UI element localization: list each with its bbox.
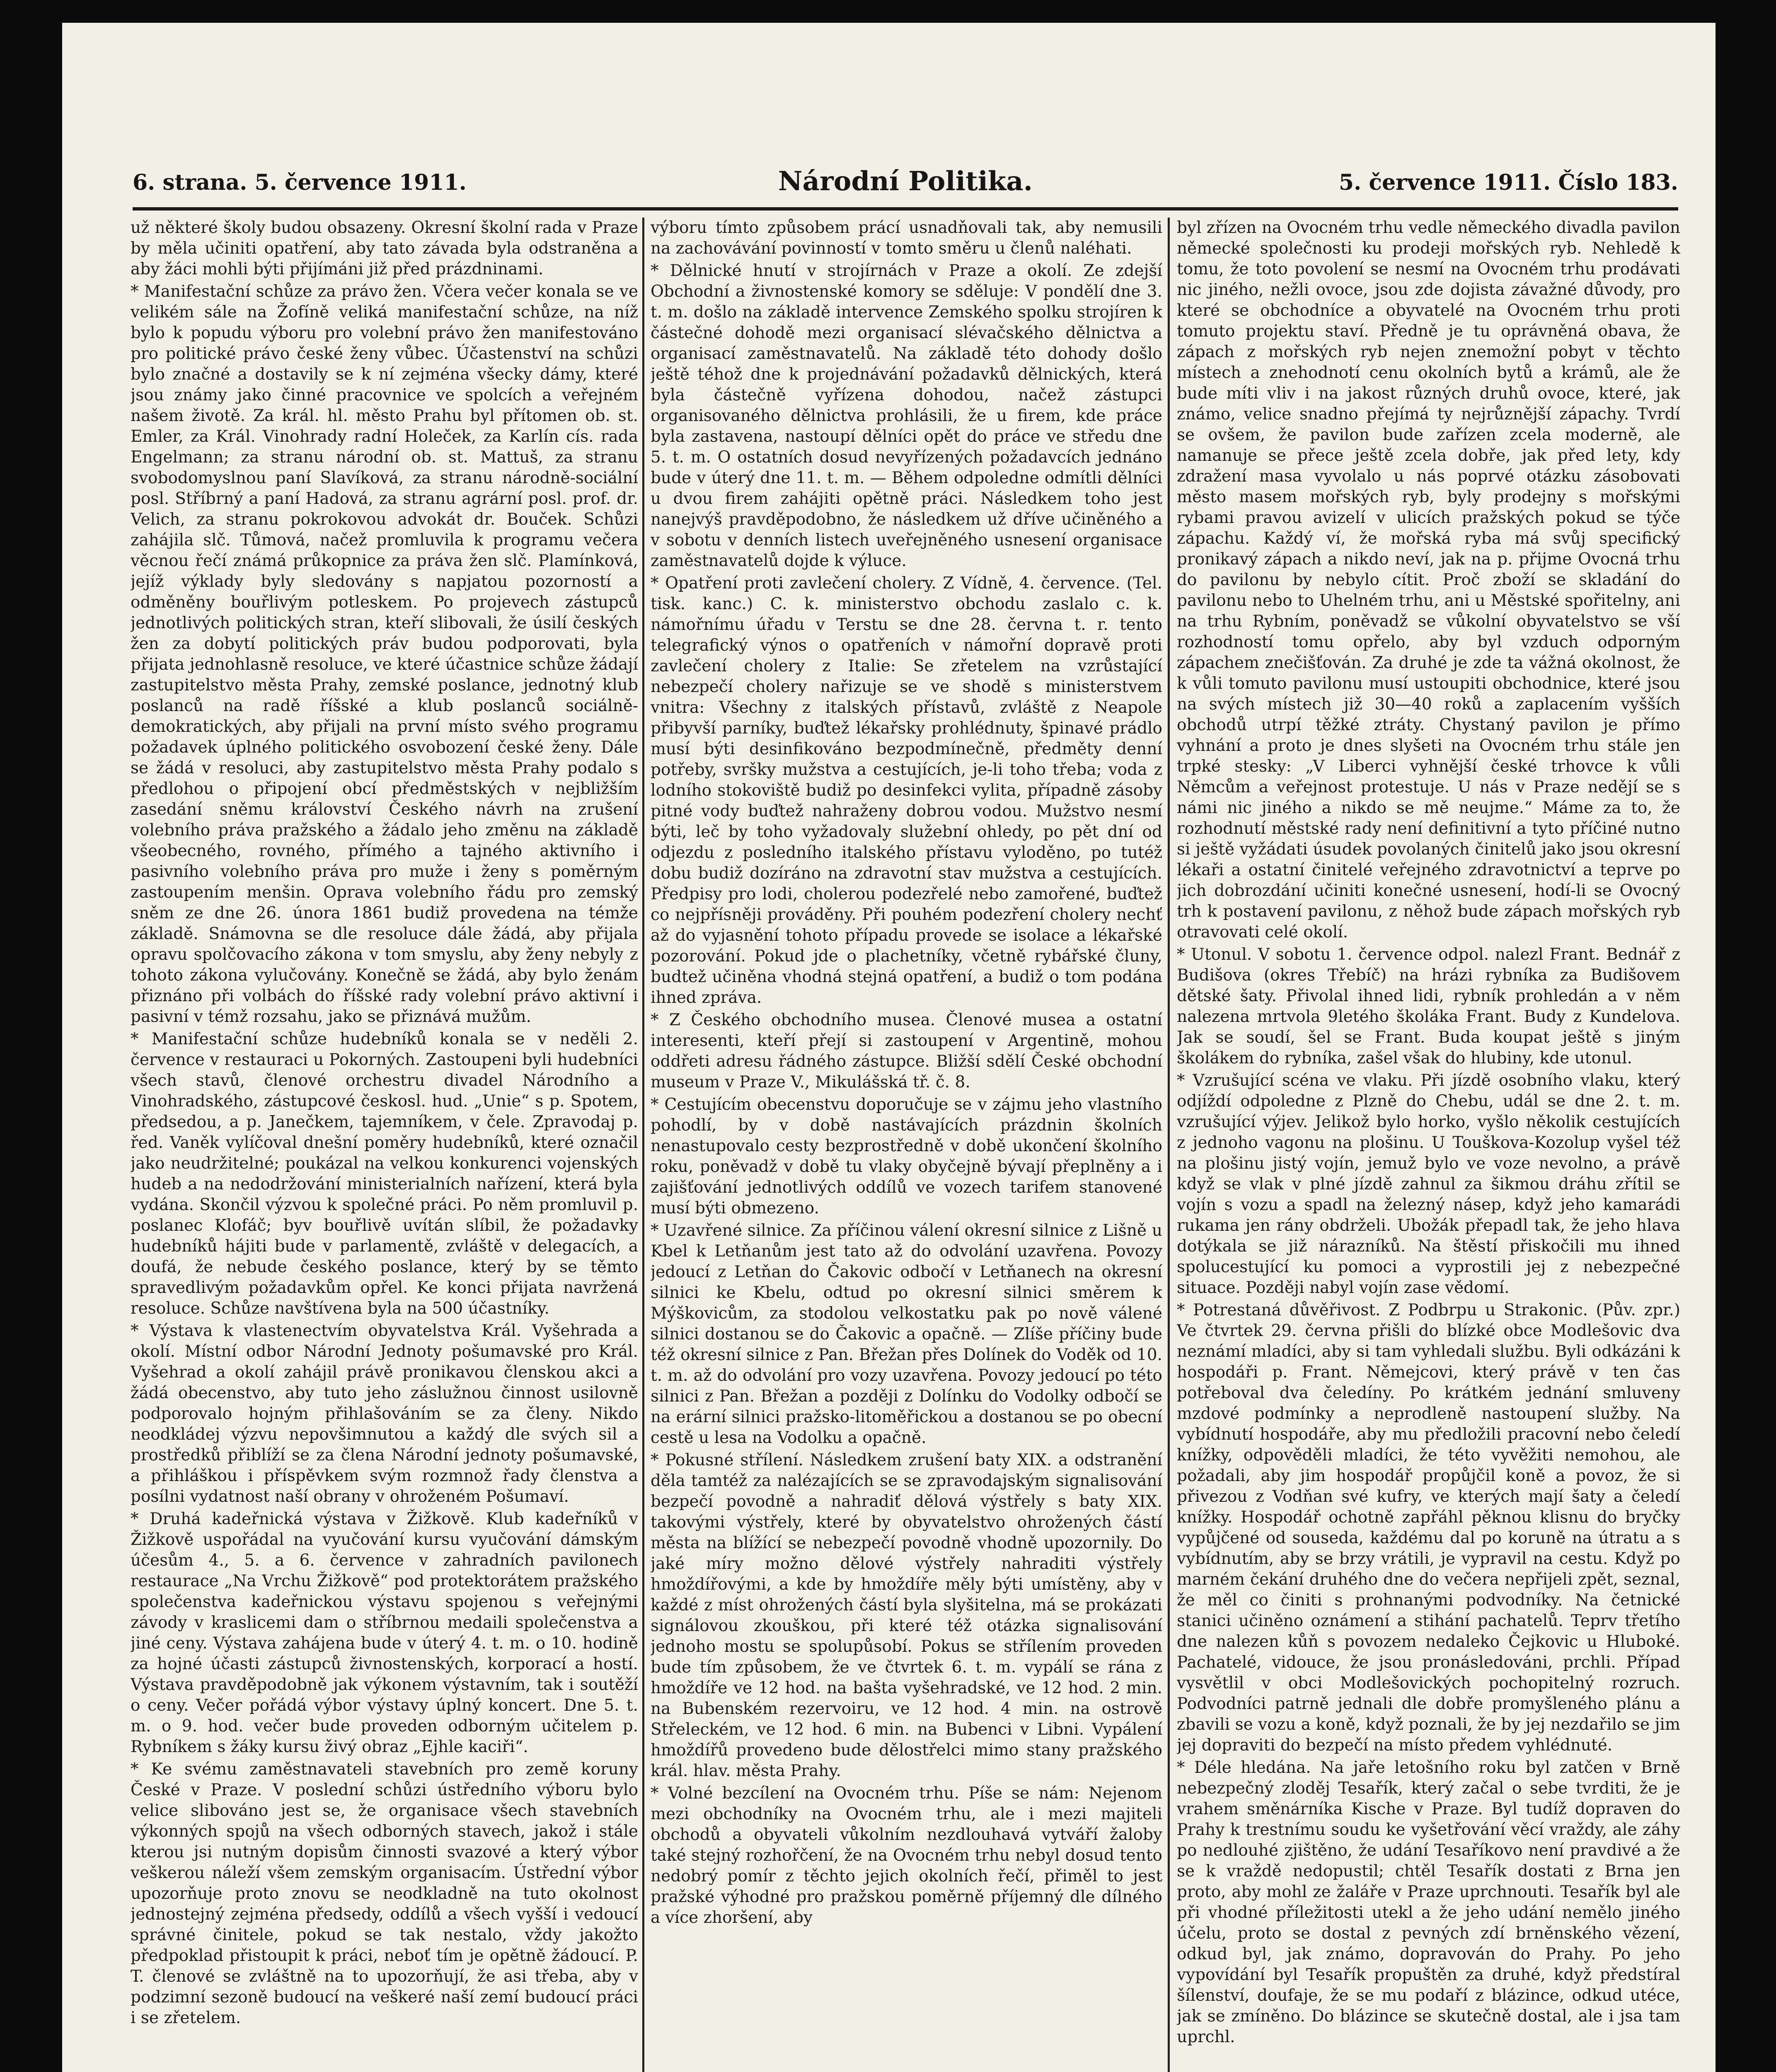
article-paragraph: * Druhá kadeřnická výstava v Žižkově. Klub kadeřníků v Žižkově uspořádal na vyučování kursu vyučování dámským účesům 4., 5. a 6. července v zahradních pavilonech restaurace „Na Vrchu Žižkově“ pod protektorátem pražského společenstva kadeřnickou výstavu spojenou s veřejnými závody v kraslicemi dam o stříbrnou medaili společenstva a jiné ceny. Výstava zahájena bude v úterý 4. t. m. o 10. hodině za hojné účasti zástupců živnostenských, korporací a hostí. Výstava pravděpodobně jak výkonem výstavním, tak i soutěží o ceny. Večer pořádá výbor výstavy úplný koncert. Dne 5. t. m. o 9. hod. večer bude proveden odborným učitelem p. Rybníkem s žáky kursu živý obraz „Ejhle kaciři“.: [131, 1510, 638, 1756]
article-paragraph: * Pokusné střílení. Následkem zrušení baty XIX. a odstranění děla tamtéž za nalézajících se se zpravodajským signalisování bezpečí povodně a nahradiť dělová výstřely s baty XIX. takovými výstřely, které by obyvatelstvo ohrožených částí města na blížící se nebezpečí povodně vhodně upozornily. Do jaké míry možno dělové výstřely nahraditi výstřely hmoždířovými, a kde by hmoždíře měly býti umístěny, aby v každé z míst ohrožených částí byla slyšitelna, má se prokázati signálovou zkouškou, při které též otázka signalisování jednoho mostu se spolupůsobí. Pokus se střílením proveden bude tím způsobem, že ve čtvrtek 6. t. m. vypálí se rána z hmoždíře ve 12 hod. na bašta vyšehradské, ve 12 hod. 2 min. na Bubenském rezervoiru, ve 12 hod. 4 min. na ostrově Střeleckém, ve 12 hod. 6 min. na Bubenci v Libni. Vypálení hmoždířů provedeno bude dělostřelci mimo stany pražského král. hlav. města Prahy.: [651, 1451, 1162, 1780]
article-paragraph: * Volné bezcílení na Ovocném trhu. Píše se nám: Nejenom mezi obchodníky na Ovocném trhu, ale i mezi majiteli obchodů a obyvateli vůkolním nezdlouhavá vytváří žaloby také stejný rozhořčení, že na Ovocném trhu nebyl dosud tento nedobrý pomír z těchto jejich okolních řečí, přiměl to jest pražské výhodné pro pražskou poměrně příjemný dle dílného a více zhoršení, aby: [651, 1784, 1162, 1927]
article-paragraph: * Manifestační schůze hudebníků konala se v neděli 2. července v restauraci u Pokorných. Zastoupeni byli hudebníci všech stavů, členové orchestru divadel Národního a Vinohradského, zástupcové českosl. hud. „Unie“ s p. Spotem, předsedou, a p. Janečkem, tajemníkem, v čele. Zpravodaj p. řed. Vaněk vylíčoval dnešní poměry hudebníků, které označil jako neudržitelné; poukázal na velkou konkurenci vojenských hudeb a na nedodržování ministerialních nařízení, která byla vydána. Skončil výzvou k společné práci. Po něm promluvil p. poslanec Klofáč; byv bouřlivě uvítán slíbil, že požadavky hudebníků hájiti bude v parlamentě, zvláště v delegacích, a doufá, že nebude českého poslance, který by se těmto spravedlivým požadavkům opřel. Ke konci přijata navržená resoluce. Schůze navštívena byla na 500 účastníky.: [131, 1030, 638, 1318]
article-paragraph: * Manifestační schůze za právo žen. Včera večer konala se ve velikém sále na Žofíně veliká manifestační schůze, na níž bylo k popudu výboru pro volební právo žen manifestováno pro politické právo české ženy vůbec. Účastenství na schůzi bylo značné a dostavily se k ní zejména všecky dámy, které jsou známy jako činné pracovnice ve spolcích a veřejném našem životě. Za král. hl. město Prahu byl přítomen ob. st. Emler, za Král. Vinohrady radní Holeček, za Karlín cís. rada Engelmann; za stranu národní ob. st. Mattuš, za stranu svobodomyslnou paní Slavíková, za stranu národně-sociální posl. Stříbrný a paní Hadová, za stranu agrární posl. prof. dr. Velich, za stranu pokrokovou advokát dr. Bouček. Schůzi zahájila slč. Tůmová, načež promluvila k programu večera věcnou řečí známá průkopnice za práva žen slč. Plamínková, jejíž výklady byly sledovány s napjatou pozorností a odměněny bouřlivým potleskem. Po projevech zástupců jednotlivých politických stran, kteří slibovali, že úsilí českých žen za dobytí politických práv budou podporovati, byla přijata jednohlasně resoluce, ve které účastnice schůze žádají zastupitelstvo města Prahy, zemské poslance, jednotný klub poslanců na radě říšské a klub poslanců sociálně-demokratických, aby přijali na první místo svého programu požadavek úplného politického osvobození české ženy. Dále se žádá v resoluci, aby zastupitelstvo města Prahy podalo s předlohou o připojení obcí předměstských v nejbližším zasedání sněmu království Českého návrh na zrušení volebního práva pražského a žádalo jeho změnu na základě všeobecného, rovného, přímého a tajného aktivního i pasivního volebního práva pro muže i ženy s poměrným zastoupením menšin. Oprava volebního řádu pro zemský sněm ze dne 26. února 1861 budiž provedena na témže základě. Snámovna se dle resoluce dále žádá, aby přijala opravu spolčovacího zákona v tom smyslu, aby ženy nebyly z tohoto zákona vylučovány. Konečně se žádá, aby bylo ženám přiznáno při volbách do říšské rady volební právo aktivní i pasivní v témž rozsahu, jako se přiznává mužům.: [131, 282, 638, 1026]
article-paragraph: * Opatření proti zavlečení cholery. Z Vídně, 4. července. (Tel. tisk. kanc.) C. k. ministerstvo obchodu zaslalo c. k. námořnímu úřadu v Terstu se dne 28. června t. r. tento telegrafický výnos o opatřeních v námořní dopravě proti zavlečení cholery z Italie: Se zřetelem na vzrůstající nebezpečí cholery nařizuje se ve shodě s ministerstvem vnitra: Všechny z italských přístavů, zvláště z Neapole přibyvší parníky, buďtež lékařsky prohlédnuty, špinavé prádlo musí býti desinfikováno bezpodmínečně, předměty denní potřeby, svršky mužstva a cestujících, je-li toho třeba; voda z lodního stokoviště budiž po desinfekci vylita, případně zásoby pitné vody buďtež nahraženy dobrou vodou. Mužstvo nesmí býti, leč by toho vyžadovaly služební ohledy, po pět dní od odjezdu z posledního italského přístavu vyloděno, po tutéž dobu budiž dozíráno na zdravotní stav mužstva a cestujících. Předpisy pro lodi, cholerou podezřelé nebo zamořené, buďtež co nejpřísněji prováděny. Při pouhém podezření cholery nechť až do vyjasnění tohoto případu provede se isolace a lékařské pozorování. Pokud jde o plachetníky, včetně rybářské čluny, budtež učiněna vhodná stejná opatření, a budiž o tom podána ihned zpráva.: [651, 574, 1162, 1007]
article-paragraph: byl zřízen na Ovocném trhu vedle německého divadla pavilon německé společnosti ku prodeji mořských ryb. Nehledě k tomu, že toto povolení se nesmí na Ovocném trhu prodávati nic jiného, nežli ovoce, jsou zde dojista závažné důvody, pro které se obchodníce a obyvatelé na Ovocném trhu proti tomuto projektu staví. Předně je tu oprávněná obava, že zápach z mořských ryb nejen znemožní pobyt v těchto místech a znehodnotí cenu okolních bytů a krámů, ale že bude míti vliv i na jakost různých druhů ovoce, které, jak známo, velice snadno přejímá ty nejrůznější zápachy. Tvrdí se ovšem, že pavilon bude zařízen zcela moderně, ale namanuje se přece ještě zcela dobře, jak před lety, kdy zdražení masa vyvolalo u nás poprvé otázku zásobovati město masem mořských ryb, byly prodejny s mořskými rybami pravou avizelí v ulicích pražských pokud se týče zápachu. Každý ví, že mořská ryba má svůj specifický pronikavý zápach a nikdo neví, jak na p. přijme Ovocná trhu do pavilonu by nebylo cítit. Proč zboží se skladání do pavilonu nebo to Uhelném trhu, ani u Městské spořitelny, ani na trhu Rybním, poněvadž se vůkolní obyvatelstvo se vší rozhodností tomu opřelo, aby byl vzduch odporným zápachem znečišťován. Za druhé je zde ta vážná okolnost, že k vůli tomuto pavilonu musí ustoupiti obchodnice, které jsou na svých místech již 30—40 roků a zaplacením vyšších obchodů utrpí těžké ztráty. Chystaný pavilon je přímo vyhnání a proto je dnes slyšeti na Ovocném trhu stále jen trpké stesky: „V Liberci vyhnější české trhovce k vůli Němcům a veřejnost protestuje. U nás v Praze nedějí se s námi nic jiného a nikdo se mě neujme.“ Máme za to, že rozhodnutí městské rady není definitivní a tyto příčiné nutno si ještě vyžádati úsudek povolaných činitelů jako jsou okresní lékaři a ostatní činitelé veřejného zdravotnictví a teprve po jich dobrozdání učiniti konečné usnesení, hodí-li se Ovocný trh k postavení pavilonu, z něhož bude zápach mořských ryb otravovati celé okolí.: [1177, 218, 1680, 942]
column-1: [131, 218, 638, 2072]
header-issue-right: 5. července 1911. Číslo 183.: [1338, 170, 1678, 195]
masthead-title: Národní Politika.: [778, 166, 1033, 197]
article-paragraph: * Uzavřené silnice. Za příčinou válení okresní silnice z Lišně u Kbel k Letňanům jest tato až do odvolání uzavřena. Povozy jedoucí z Letňan do Čakovic odbočí v Letňanech na okresní silnici ke Kbelu, odtud po okresní silnici směrem k Mýškovicům, za stodolou velkostatku pak po nově válené silnici dostanou se do Čakovic a opačně. — Zlíše příčiny bude též okresní silnice z Pan. Břežan přes Dolínek do Voděk od 10. t. m. až do odvolání pro vozy uzavřena. Povozy jedoucí po této silnici z Pan. Břežan a později z Dolínku do Vodolky odbočí se na erární silnici pražsko-litoměřickou a dostanou se po obecní cestě u lesa na Vodolku a opačně.: [651, 1221, 1162, 1447]
column-3: [1177, 218, 1680, 2072]
article-paragraph: * Potrestaná důvěřivost. Z Podbrpu u Strakonic. (Pův. zpr.) Ve čtvrtek 29. června přišli do blízké obce Modlešovic dva neznámí mladíci, aby si tam vyhledali službu. Byli odkázáni k hospodáři p. Frant. Němejcovi, který právě v ten čas potřeboval dva čeledíny. Po krátkém jednání smluveny mzdové podmínky a neprodleně nastoupení služby. Na vybídnutí hospodáře, aby mu předložili pracovní nebo čeledí knížky, odpověděli mladíci, že této vyvěžiti nemohou, ale požadali, aby jim hospodář propůjčil koně a povoz, že si přivezou z Vodňan své kufry, ve kterých mají šaty a čeledí knížky. Hospodář ochotně zapřáhl pěknou klisnu do bryčky vypůjčené od souseda, každému dal po koruně na útratu a s vybídnutím, aby se brzy vrátili, je vypravil na cestu. Když po marném čekání druhého dne do večera nepřijeli zpět, seznal, že měl co činiti s prohnanými podvodníky. Na četnické stanici učiněno oznámení a stihání pachatelů. Teprv třetího dne nalezen kůň s povozem nedaleko Čejkovic u Hluboké. Pachatelé, vidouce, že jsou pronásledováni, prchli. Případ vysvětlil v obci Modlešovických pochopitelný rozruch. Podvodníci patrně jednali dle dobře promyšleného plánu a zbavili se vozu a koně, když poznali, že by jej nezdařilo se jim jej dopraviti do bezpečí na místo předem vyhlédnuté.: [1177, 1301, 1680, 1755]
newspaper-page: [62, 23, 1716, 2072]
article-paragraph: * Déle hledána. Na jaře letošního roku byl zatčen v Brně nebezpečný zloděj Tesařík, který začal o sebe tvrditi, že je vrahem směnárníka Kische v Praze. Byl tudíž dopraven do Prahy k trestnímu soudu ke vyšetřování věcí vraždy, ale záhy po nedlouhé zjištěno, že udání Tesaříkovo není pravdivé a že se k vraždě nedopustil; chtěl Tesařík dostati z Brna jen proto, aby mohl ze žaláře v Praze uprchnouti. Tesařík byl ale při vhodné příležitosti utekl a že jeho udání nemělo jiného účelu, proto se dostal z pevných zdí brněnského vězení, odkud byl, jak známo, dopravován do Prahy. Po jeho vypovídání byl Tesařík propuštěn za druhé, když předstíral šílenství, doufaje, že se mu podaří z blázince, odkud utéce, jak se zmíněno. Do blázince se skutečně dostal, ale i jsa tam uprchl.: [1177, 1758, 1680, 2046]
column-divider: [1168, 218, 1170, 2072]
article-paragraph: * Dělnické hnutí v strojírnách v Praze a okolí. Ze zdejší Obchodní a živnostenské komory se sděluje: V pondělí dne 3. t. m. došlo na základě intervence Zemského spolku strojíren k částečné dohodě mezi organisací slévačského dělnictva a organisací zaměstnavatelů. Na základě této dohody došlo ještě téhož dne k projednávání požadavků dělnických, která byla částečně vyřízena dohodou, načež zástupci organisovaného dělnictva prohlásili, že u firem, kde práce byla zastavena, nastoupí dělníci opět do práce ve středu dne 5. t. m. O ostatních dosud nevyřízených požadavcích jednáno bude v úterý dne 11. t. m. — Během odpoledne odmítli dělníci u dvou firem zahájiti opětně práci. Následkem toho jest nanejvýš pravděpodobno, že následkem už dříve učiněného a v sobotu v denních listech uveřejněného usnesení organisace zaměstnavatelů dojde k výluce.: [651, 261, 1162, 570]
page-header: [133, 160, 1678, 205]
header-rule: [133, 207, 1678, 211]
header-date-left: 6. strana. 5. července 1911.: [133, 170, 467, 195]
article-paragraph: * Výstava k vlastenectvím obyvatelstva Král. Vyšehrada a okolí. Místní odbor Národní Jednoty pošumavské pro Král. Vyšehrad a okolí zahájil právě pronikavou členskou akci a žádá obecenstvo, aby tuto jeho záslužnou činnost usilovně podporovalo hojným přihlašováním se za členy. Nikdo neodkládej výzvu nepovšimnutou a každý dle svých sil a prostředků přiblíží se za člena Národní jednoty pošumavské, a přihláškou i příspěvkem svým rozmnož řady členstva a posílni vydatnost naší obrany v ohroženém Pošumaví.: [131, 1322, 638, 1506]
article-paragraph: * Utonul. V sobotu 1. července odpol. nalezl Frant. Bednář z Budišova (okres Třebíč) na hrázi rybníka za Budišovem dětské šaty. Přivolal ihned lidi, rybník prohledán a v něm nalezena mrtvola 9letého školáka Frant. Budy z Kundelova. Jak se soudí, šel se Frant. Buda koupat ještě s jiným školákem do rybníka, zašel však do hlubiny, kde utonul.: [1177, 945, 1680, 1067]
column-divider: [642, 218, 644, 2072]
article-paragraph: * Z Českého obchodního musea. Členové musea a ostatní interesenti, kteří přejí si zastoupení v Argentině, mohou oddřeti adresu řádného zástupce. Bližší sdělí České obchodní museum v Praze V., Mikulášská tř. č. 8.: [651, 1011, 1162, 1092]
column-2: [651, 218, 1162, 2072]
article-paragraph: * Vzrušující scéna ve vlaku. Při jízdě osobního vlaku, který odjíždí odpoledne z Plzně do Chebu, udál se dne 2. t. m. vzrušující výjev. Jelikož bylo horko, vyšlo několik cestujících z jednoho vagonu na plošinu. U Touškova-Kozolup vyšel též na plošinu jistý vojín, jemuž bylo ve voze nevolno, a právě když se vlak v plné jízdě zahnul za šikmou dráhu zřítil se vojín s vozu a spadl na železný násep, když jeho kamarádi rukama jen rány obdrželi. Ubožák přepadl tak, že jeho hlava dotýkala se již nárazníků. Na štěstí přiskočili mu ihned spolucestující ku pomoci a vyprostili jej z nebezpečné situace. Později nabyl vojín zase vědomí.: [1177, 1071, 1680, 1297]
article-paragraph: * Ke svému zaměstnavateli stavebních pro země koruny České v Praze. V poslední schůzi ústředního výboru bylo velice slibováno jest se, že organisace všech stavebních výkonných spojů na všech odborných stavech, jakož i stále kterou jsi nutným dopisům činnosti svazové a který výbor veškerou náleží všem zemským organisacím. Ústřední výbor upozorňuje proto znovu se neodkladně na tuto okolnost jednostejný zejména předsedy, oddílů a všech vyšší i vedoucí správné činitele, pokud se tak nestalo, vždy jakožto předpoklad přistoupit k práci, neboť tím je opětně žádoucí. P. T. členové se zvláštně na to upozorňují, že asi třeba, aby v podzimní sezoně budoucí na veškeré naší zemí budoucí práci i se zřetelem.: [131, 1760, 638, 2027]
article-paragraph: už některé školy budou obsazeny. Okresní školní rada v Praze by měla učiniti opatření, aby tato závada byla odstraněna a aby žáci mohli býti přijímáni již před prázdninami.: [131, 218, 638, 278]
article-paragraph: * Cestujícím obecenstvu doporučuje se v zájmu jeho vlastního pohodlí, by v době nastávajících prázdnin školních nenastupovalo cesty bezprostředně v době ukončení školního roku, poněvadž v době tu vlaky obyčejně bývají přeplněny a i zajišťování jednotlivých oddílů ve vozech tarifem stanovené musí býti obmezeno.: [651, 1095, 1162, 1218]
article-paragraph: výboru tímto způsobem prácí usnadňovali tak, aby nemusili na zachovávání povinností v tomto směru u členů naléhati.: [651, 218, 1162, 258]
